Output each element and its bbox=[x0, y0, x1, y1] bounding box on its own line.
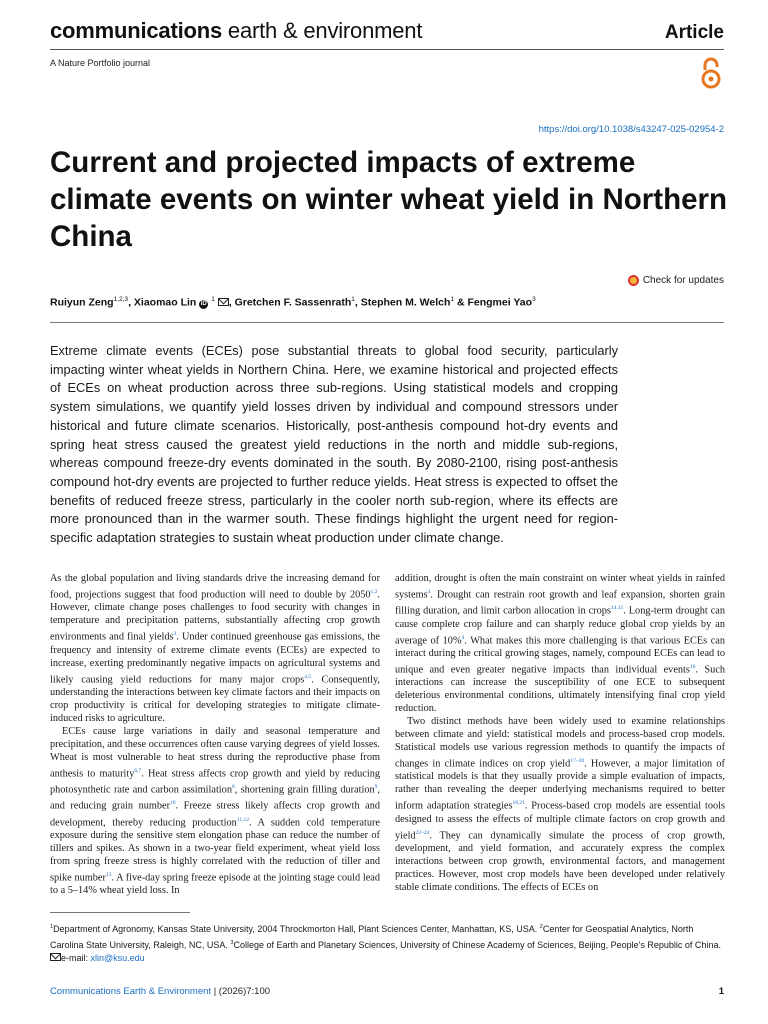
citation-ref[interactable]: 22–24 bbox=[415, 829, 430, 836]
email-label: e-mail: bbox=[61, 953, 91, 963]
citation-ref[interactable]: 8 bbox=[231, 783, 235, 790]
body-text bbox=[50, 573, 725, 898]
citation-ref[interactable]: 4 bbox=[427, 588, 431, 595]
citation-ref[interactable]: 13 bbox=[105, 871, 112, 878]
citation-ref[interactable]: 4 bbox=[461, 634, 465, 641]
citation-ref[interactable]: 4,5 bbox=[304, 673, 312, 680]
author-affiliation-marker: 1 bbox=[211, 296, 215, 303]
author-list bbox=[50, 296, 536, 309]
open-access-icon[interactable] bbox=[698, 56, 724, 90]
author-affiliation-marker: 3 bbox=[532, 296, 536, 303]
author-separator: , bbox=[354, 296, 361, 309]
portfolio-label: A Nature Portfolio journal bbox=[50, 58, 151, 68]
email-link[interactable]: xlin@ksu.edu bbox=[90, 953, 145, 963]
citation-ref[interactable]: 18,21 bbox=[512, 800, 525, 807]
author-name[interactable]: Gretchen F. Sassenrath bbox=[234, 296, 352, 309]
author-name[interactable]: Stephen M. Welch bbox=[360, 296, 451, 309]
body-column-right bbox=[395, 573, 725, 898]
footer-citation bbox=[50, 986, 270, 997]
citation-ref[interactable]: 3 bbox=[230, 939, 234, 946]
body-paragraph: ECEs cause large variations in daily and seasonal temperature and precipitation, and these occurrences often cause varying degrees of yield losses. Wheat is most vulnerable to heat stress during the reproductive phase from anthesis to maturity$^{6,7}$. Heat stress affects crop growth and yield by reducing photosynthetic rate and carbon assimilation$^8$, shortening grain filling duration$^9$, and reducing grain number$^{10}$. Freeze stress likely affects crop growth and development, thereby reducing production$^{11,12}$. A sudden cold temperature exposure during the sensitive stem elongation phase can reduce the number of tillers and spikes. As shown in a two-year field experiment, wheat yield loss from spring freeze stress is highly correlated with the reduction of tiller and spike number$^{13}$. A five-day spring freeze episode at the jointing stage could lead to a 5–14% wheat yield loss. In bbox=[50, 725, 380, 897]
citation-ref[interactable]: 10 bbox=[170, 800, 176, 807]
doi-link[interactable]: https://doi.org/10.1038/s43247-025-02954-2 bbox=[538, 124, 724, 135]
journal-name bbox=[50, 18, 422, 44]
email-icon bbox=[50, 953, 61, 961]
body-column-left bbox=[50, 573, 380, 898]
footnote-divider bbox=[50, 912, 190, 913]
citation-ref[interactable]: 2 bbox=[539, 924, 543, 930]
abstract: Extreme climate events (ECEs) pose substantial threats to global food security, particularly impacting winter wheat yields in Northern China. Here, we examine historical and projected effects of ECEs on wheat production across three sub-regions. Using statistical models and cropping system simulations, we quantify yield losses driven by individual and compound stressors under historical and future climate scenarios. Historically, post-anthesis compound hot-dry events and spring heat stress caused the greatest yield reductions in the north and middle sub-regions, whereas compound freeze-dry events dominated in the south. By 2080-2100, rising post-anthesis compound hot-dry events are projected to further reduce yields. Heat stress is expected to offset the benefits of reduced freeze stress, particularly in the cooler north sub-region, where its effects are more pronounced than in the warmer south. These findings highlight the urgent need for region-specific adaptation strategies to sustain wheat production under climate change. bbox=[50, 343, 618, 546]
authors-divider bbox=[50, 322, 724, 323]
author-separator: , bbox=[128, 296, 134, 309]
email-icon[interactable] bbox=[218, 298, 229, 306]
journal-name-bold: communications bbox=[50, 18, 223, 43]
article-title: Current and projected impacts of extreme climate events on winter wheat yield in Northern China bbox=[50, 146, 728, 253]
affiliation-text: $^1$Department of Agronomy, Kansas State University, 2004 Throckmorton Hall, Plant Sciences Center, Manhattan, KS, USA. $^2$Center for Geospatial Analytics, North Carolina State University, Raleigh, NC, USA. $^3$College of Earth and Planetary Sciences, University of Chinese Academy of Sciences, Beijing, People's Republic of China. bbox=[50, 924, 721, 950]
orcid-icon[interactable]: iD bbox=[200, 300, 207, 307]
citation-ref[interactable]: 6,7 bbox=[134, 767, 142, 774]
journal-name-rest: earth & environment bbox=[222, 18, 423, 43]
author-affiliation-marker: 1,2,3 bbox=[113, 296, 129, 303]
body-paragraph: As the global population and living standards drive the increasing demand for food, projections suggest that food production will need to double by 2050$^{1,2}$. However, climate change poses challenges to food security with changes in temperature and precipitation patterns, substantially affecting crop growth environments and final yields$^3$. Under continued greenhouse gas emissions, the frequency and intensity of extreme climate events (ECEs) are expected to increase, exerting predominantly negative impacts on agricultural systems and likely causing yield reductions for many major crops$^{4,5}$. Consequently, understanding the interactions between key climate factors and their impacts on crop productivity is critical for developing strategies to mitigate climate-induced risks to agriculture. bbox=[50, 573, 381, 724]
citation-ref[interactable]: 14,15 bbox=[610, 605, 624, 612]
citation-ref[interactable]: 9 bbox=[374, 783, 378, 790]
citation-ref[interactable]: 3 bbox=[173, 631, 177, 638]
citation-ref[interactable]: 1,2 bbox=[370, 588, 378, 595]
check-updates-icon bbox=[628, 275, 639, 286]
author-name[interactable]: Fengmei Yao bbox=[467, 296, 533, 309]
body-paragraph: addition, drought is often the main constraint on winter wheat yields in rainfed systems$^4$. Drought can restrain root growth and leaf expansion, shorten grain filling duration, and limit carbon allocation in crops$^{14,15}$. Long-term drought can cause complete crop failure and can sharply reduce global crop yields by an average of 10%$^4$. What makes this more challenging is that various ECEs can interact during the critical growing stages, namely, compound ECEs can lead to unique and even greater negative impacts than individual events$^{16}$. Such interactions can increase the susceptibility of one ECE to subsequent deleterious environmental conditions, ultimately intensifying final crop yield reduction. bbox=[395, 573, 726, 715]
header-divider bbox=[50, 49, 724, 50]
author-separator: & bbox=[454, 296, 468, 309]
citation-ref[interactable]: 11,12 bbox=[236, 816, 249, 823]
citation-ref[interactable]: 16 bbox=[689, 663, 696, 670]
author-affiliation-marker: 1 bbox=[351, 296, 355, 303]
article-type: Article bbox=[664, 22, 724, 43]
author-name[interactable]: Xiaomao Lin bbox=[133, 296, 197, 309]
author-name[interactable]: Ruiyun Zeng bbox=[50, 296, 114, 309]
check-updates-button[interactable] bbox=[628, 275, 724, 286]
body-paragraph: Two distinct methods have been widely used to examine relationships between climate and yield: statistical models and process-based crop models. Statistical models use various regression methods to quantify the impacts of changes in climate indices on crop yield$^{17-20}$. However, a major limitation of statistical models is that they usually provide a simple evaluation of impacts, rather than revealing the deeper underlying mechanisms required to better inform adaptation strategies$^{18,21}$. Process-based crop models are essential tools designed to assess the effects of multiple climate factors on crop growth and yield$^{22-24}$. They can dynamically simulate the process of crop growth, development, and yield formation, and accurately express the complex interactions between crop growth, environmental factors, and management practices. However, most crop models have been developed under relatively stable climate conditions. The effects of ECEs on bbox=[395, 716, 725, 893]
author-separator: , bbox=[228, 296, 235, 309]
page-number: 1 bbox=[718, 986, 724, 997]
citation-ref[interactable]: 1 bbox=[50, 924, 54, 930]
footer-journal-name[interactable]: Communications Earth & Environment bbox=[50, 986, 212, 997]
affiliations bbox=[50, 921, 725, 966]
citation-ref[interactable]: 17–20 bbox=[570, 758, 585, 765]
check-updates-label: Check for updates bbox=[642, 275, 724, 286]
author-affiliation-marker: 1 bbox=[450, 296, 455, 303]
footer-issue: | (2026)7:100 bbox=[213, 986, 271, 997]
